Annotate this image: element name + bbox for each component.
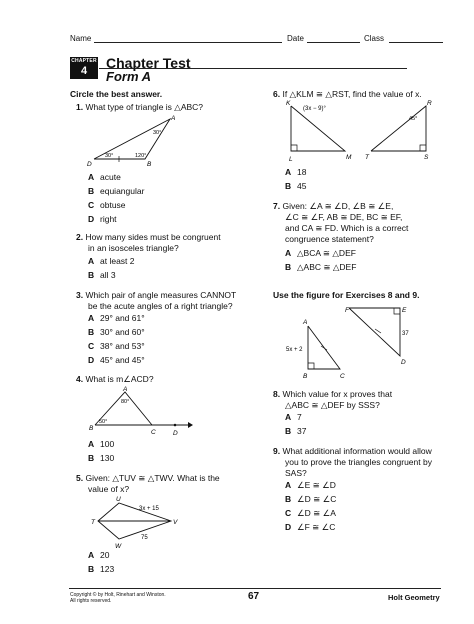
answer-option[interactable]: D right — [88, 214, 117, 224]
date-blank[interactable] — [307, 42, 360, 43]
answer-option[interactable]: D ∠F ≅ ∠C — [285, 522, 336, 532]
vertex-t: T — [91, 519, 95, 526]
answer-option[interactable]: C obtuse — [88, 200, 126, 210]
side-label: 75 — [141, 535, 148, 541]
vertex-r: R — [427, 100, 432, 107]
answer-list — [285, 167, 306, 192]
book-title: Holt Geometry — [388, 593, 440, 602]
angle-label: 120° — [135, 153, 147, 159]
question-6: 6. If △KLM ≅ △RST, find the value of x. — [273, 89, 422, 99]
right-angle-mark — [291, 145, 297, 151]
answer-option[interactable]: A 100 — [88, 439, 115, 449]
side-label: 37 — [402, 331, 409, 337]
answer-list — [88, 313, 145, 366]
vertex-b: B — [147, 161, 152, 168]
angle-label: 45° — [409, 116, 418, 122]
answer-option[interactable]: B ∠D ≅ ∠C — [285, 494, 337, 504]
use-figure-note: Use the figure for Exercises 8 and 9. — [273, 290, 420, 300]
answer-list — [88, 172, 144, 225]
question-8: 8. Which value for x proves that △ABC ≅ △DEF by SSS? — [273, 389, 393, 410]
vertex-t: T — [365, 154, 369, 161]
right-angle-mark — [394, 308, 400, 314]
class-blank[interactable] — [389, 42, 443, 43]
answer-option[interactable]: A 7 — [285, 412, 302, 422]
angle-label: 50° — [99, 419, 108, 425]
angle-label: 30° — [153, 130, 162, 136]
answer-option[interactable]: A at least 2 — [88, 256, 135, 266]
side-label: 3x + 15 — [139, 506, 159, 512]
vertex-k: K — [286, 100, 291, 107]
vertex-s: S — [424, 154, 429, 161]
name-blank[interactable] — [94, 42, 282, 43]
chapter-badge — [70, 57, 98, 79]
vertex-a: A — [303, 319, 308, 326]
answer-list — [88, 439, 114, 464]
angle-label: 80° — [121, 399, 130, 405]
point-d — [174, 424, 177, 427]
answer-option[interactable]: A 29° and 61° — [88, 313, 145, 323]
chapter-word: CHAPTER — [71, 58, 97, 64]
answer-option[interactable]: B 130 — [88, 453, 115, 463]
question-4: 4. What is m∠ACD? — [76, 374, 154, 384]
question-2: 2. How many sides must be congruent in an isosceles triangle? — [76, 232, 221, 253]
vertex-c: C — [340, 373, 345, 380]
triangle-def — [349, 308, 400, 356]
figure-q8-q9 — [283, 303, 409, 381]
answer-list — [285, 480, 336, 533]
answer-option[interactable]: B 30° and 60° — [88, 327, 145, 337]
class-label: Class — [364, 34, 385, 43]
answer-option[interactable]: A ∠E ≅ ∠D — [285, 480, 336, 490]
answer-option[interactable]: B all 3 — [88, 270, 116, 280]
vertex-d: D — [87, 161, 92, 168]
vertex-b: B — [89, 425, 94, 432]
vertex-b: B — [303, 373, 308, 380]
side-label: 5x + 2 — [286, 347, 303, 353]
right-angle-mark — [420, 145, 426, 151]
vertex-d: D — [401, 359, 406, 366]
answer-list — [88, 550, 114, 575]
figure-q1 — [85, 115, 195, 170]
page-number: 67 — [248, 591, 260, 602]
copyright: Copyright © by Holt, Rinehart and Winston. All rights reserved. — [70, 592, 166, 604]
figure-q4 — [85, 385, 195, 437]
answer-option[interactable]: B 37 — [285, 426, 307, 436]
question-9: 9. What additional information would allow you to prove the triangles congruent by SAS? — [273, 446, 432, 478]
answer-option[interactable]: B △ABC ≅ △DEF — [285, 262, 357, 272]
answer-list — [88, 256, 135, 281]
vertex-a: A — [123, 386, 128, 393]
figure-q6 — [283, 99, 438, 164]
vertex-u: U — [116, 496, 121, 503]
answer-option[interactable]: B 123 — [88, 564, 115, 574]
vertex-w: W — [115, 543, 122, 550]
vertex-d: D — [173, 430, 178, 437]
triangle-abc — [308, 326, 340, 369]
answer-option[interactable]: C ∠D ≅ ∠A — [285, 508, 336, 518]
chapter-number: 4 — [80, 65, 88, 77]
vertex-f: F — [345, 307, 349, 314]
question-3: 3. Which pair of angle measures CANNOT be the acute angles of a right triangle? — [76, 290, 237, 311]
question-number: 1. — [76, 102, 84, 112]
page-subtitle: Form A — [106, 69, 152, 84]
question-5: 5. Given: △TUV ≅ △TWV. What is the value of x? — [76, 473, 220, 494]
answer-option[interactable]: B 45 — [285, 181, 307, 191]
page-title: Chapter Test — [106, 55, 191, 71]
vertex-v: V — [173, 519, 178, 526]
vertex-a: A — [171, 115, 176, 122]
answer-option[interactable]: A 18 — [285, 167, 307, 177]
answer-list — [285, 412, 306, 437]
angle-label: (3x − 9)° — [303, 106, 326, 112]
triangle-rst — [371, 106, 426, 151]
answer-option[interactable]: C 38° and 53° — [88, 341, 145, 351]
vertex-m: M — [346, 154, 352, 161]
answer-option[interactable]: B equiangular — [88, 186, 145, 196]
triangle-klm — [291, 106, 345, 151]
question-7: 7. Given: ∠A ≅ ∠D, ∠B ≅ ∠E, ∠C ≅ ∠F, AB ≅ DE, BC ≅ EF, and CA ≅ FD. Which is a correct congruence statement? — [273, 201, 409, 244]
answer-option[interactable]: A 20 — [88, 550, 110, 560]
question-text: What type of triangle is △ABC? — [85, 102, 204, 112]
tick-mark — [321, 346, 327, 350]
name-label: Name — [70, 34, 92, 43]
arrow-head-icon — [188, 422, 193, 428]
right-angle-mark — [308, 363, 314, 369]
vertex-l: L — [289, 156, 293, 163]
answer-option[interactable]: A acute — [88, 172, 121, 182]
instructions: Circle the best answer. — [70, 89, 163, 99]
date-label: Date — [287, 34, 304, 43]
figure-q5 — [88, 494, 188, 552]
angle-label: 30° — [105, 153, 114, 159]
answer-list — [285, 248, 356, 273]
vertex-c: C — [151, 429, 156, 436]
vertex-e: E — [402, 307, 407, 314]
tick-mark — [375, 329, 381, 333]
question-1 — [76, 102, 203, 113]
answer-option[interactable]: D 45° and 45° — [88, 355, 145, 365]
answer-option[interactable]: A △BCA ≅ △DEF — [285, 248, 356, 258]
footer-divider — [69, 588, 441, 589]
